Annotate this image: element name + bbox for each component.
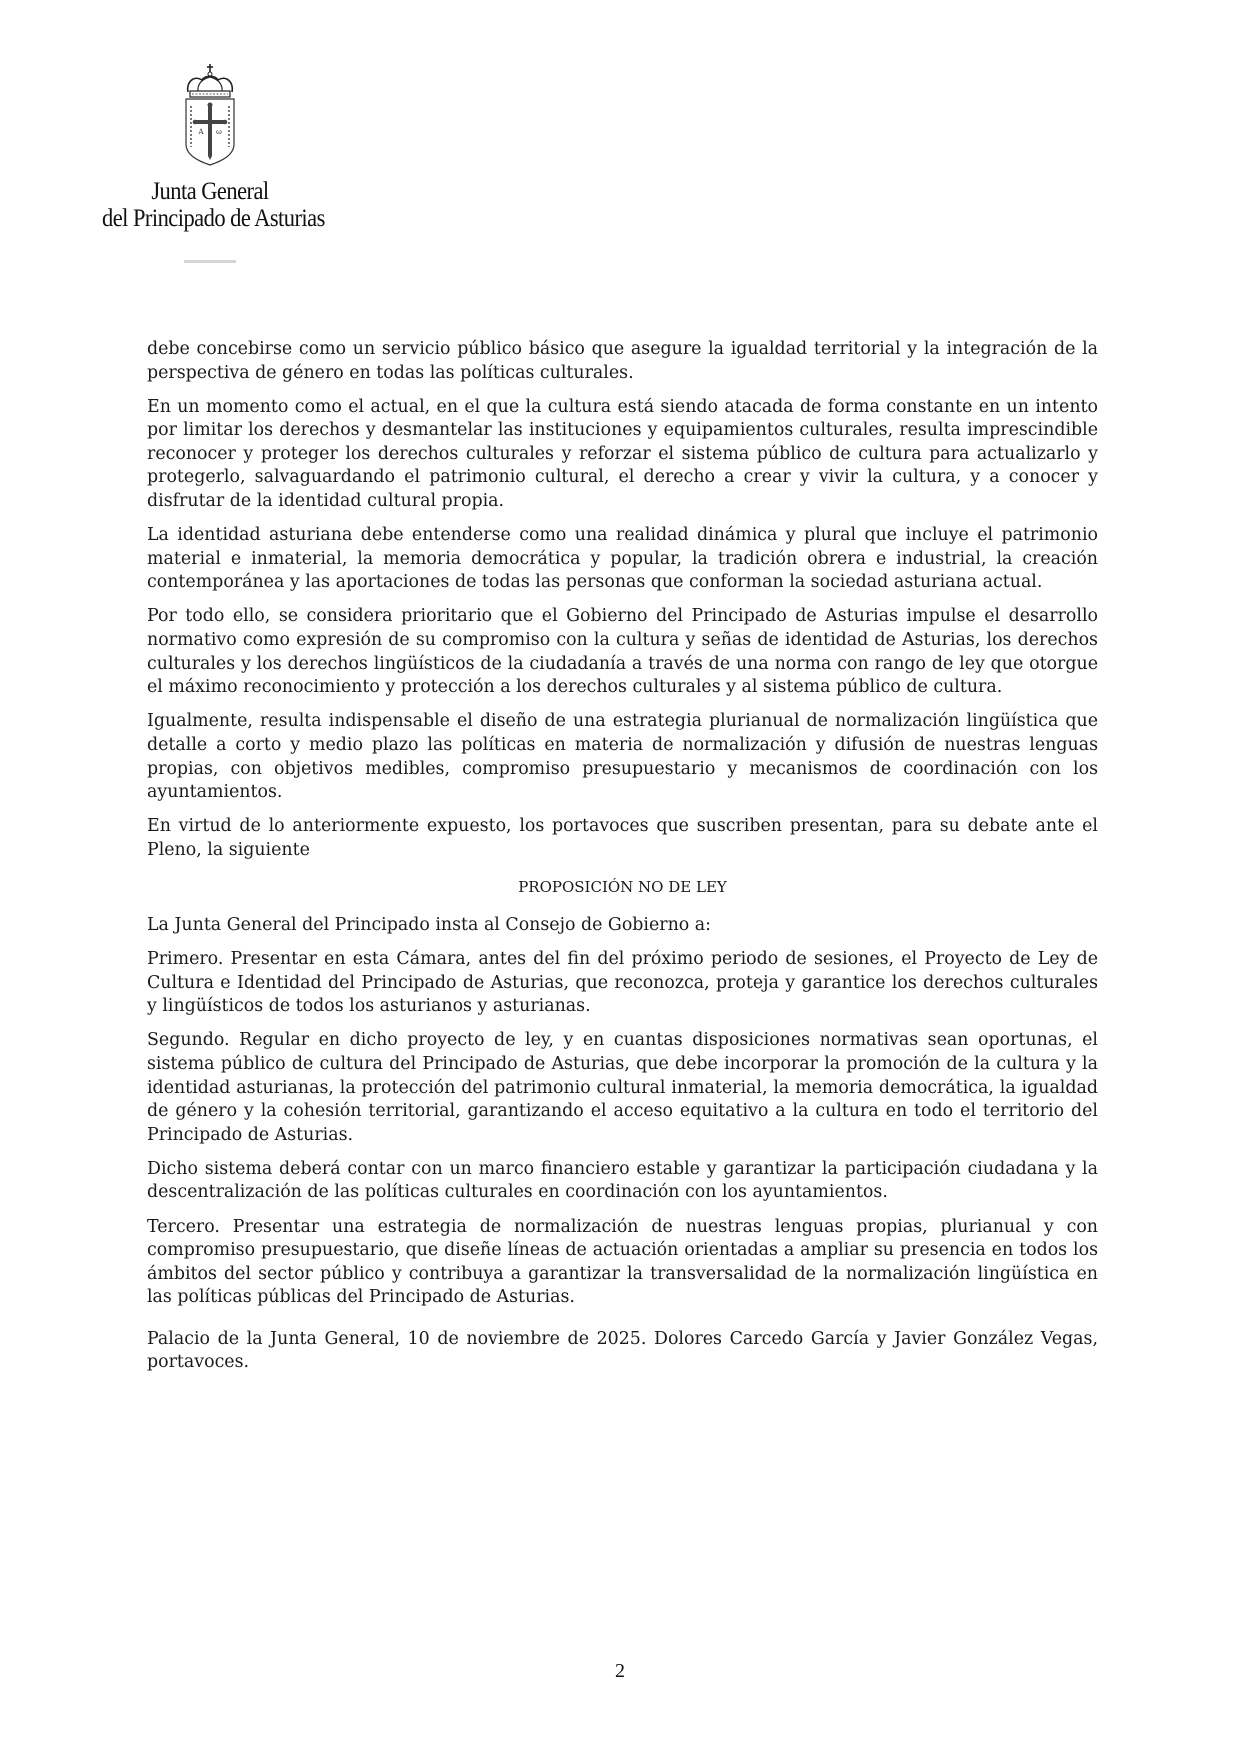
paragraph: La identidad asturiana debe entenderse como una realidad dinámica y plural que incluye el patrimonio material e inmaterial, la memoria democrática y popular, la tradición obrera e industrial, la creación contemporánea y las aportaciones de todas las personas que conforman la sociedad asturiana actual. — [147, 525, 1098, 593]
signature-block: Palacio de la Junta General, 10 de noviembre de 2025. Dolores Carcedo García y Javier González Vegas, portavoces. — [147, 1328, 1098, 1373]
paragraph: Igualmente, resulta indispensable el diseño de una estrategia plurianual de normalización lingüística que detalle a corto y medio plazo las políticas en materia de normalización y difusión de nuestras lenguas propias, con objetivos medibles, compromiso presupuestario y mecanismos de coordinación con los ayuntamientos. — [147, 711, 1098, 803]
paragraph: debe concebirse como un servicio público básico que asegure la igualdad territorial y la integración de la perspectiva de género en todas las políticas culturales. — [147, 339, 1098, 383]
institution-name-line1: Junta General — [151, 178, 269, 205]
page-number: 2 — [615, 1660, 625, 1682]
proposal-item-second-continued: Dicho sistema deberá contar con un marco financiero estable y garantizar la participación ciudadana y la descentralización de las políticas culturales en coordinación con los ayuntamientos. — [147, 1158, 1098, 1203]
proposal-item-second: Segundo. Regular en dicho proyecto de ley, y en cuantas disposiciones normativas sean oportunas, el sistema público de cultura del Principado de Asturias, que debe incorporar la promoción de la cultura y la identidad asturianas, la protección del patrimonio cultural inmaterial, la memoria democrática, la igualdad de género y la cohesión territorial, garantizando el acceso equitativo a la cultura en todo el territorio del Principado de Asturias. — [147, 1030, 1098, 1145]
svg-text:ω: ω — [216, 128, 222, 136]
institution-logo — [90, 62, 330, 263]
paragraph: En un momento como el actual, en el que la cultura está siendo atacada de forma constante en un intento por limitar los derechos y desmantelar las instituciones y equipamientos culturales, resulta imprescindible reconocer y proteger los derechos culturales y reforzar el sistema público de cultura para actualizarlo y protegerlo, salvaguardando el patrimonio cultural, el derecho a crear y vivir la cultura, y a conocer y disfrutar de la identidad cultural propia. — [147, 396, 1098, 512]
section-heading: PROPOSICIÓN NO DE LEY — [518, 878, 727, 897]
paragraph: En virtud de lo anteriormente expuesto, los portavoces que suscriben presentan, para su debate ante el Pleno, la siguiente — [147, 816, 1098, 860]
institution-name-line2: del Principado de Asturias — [102, 205, 325, 232]
paragraph: Por todo ello, se considera prioritario que el Gobierno del Principado de Asturias impulse el desarrollo normativo como expresión de su compromiso con la cultura y señas de identidad de Asturias, los derechos culturales y los derechos lingüísticos de la ciudadanía a través de una norma con rango de ley que otorgue el máximo reconocimiento y protección a los derechos culturales y al sistema público de cultura. — [147, 606, 1098, 698]
proposal-item-third: Tercero. Presentar una estrategia de normalización de nuestras lenguas propias, plurianual y con compromiso presupuestario, que diseñe líneas de actuación orientadas a ampliar su presencia en todos los ámbitos del sector público y contribuya a garantizar la transversalidad de la normalización lingüística en las políticas públicas del Principado de Asturias. — [147, 1216, 1098, 1308]
document-body — [147, 338, 1098, 1386]
coat-of-arms-icon — [182, 62, 238, 170]
proposal-item-first: Primero. Presentar en esta Cámara, antes del fin del próximo periodo de sesiones, el Proyecto de Ley de Cultura e Identidad del Principado de Asturias, que reconozca, proteja y garantice los derechos culturales y lingüísticos de todos los asturianos y asturianas. — [147, 949, 1098, 1017]
proposal-intro: La Junta General del Principado insta al Consejo de Gobierno a: — [147, 914, 712, 935]
header-divider — [184, 260, 236, 263]
svg-text:Α: Α — [198, 128, 204, 136]
